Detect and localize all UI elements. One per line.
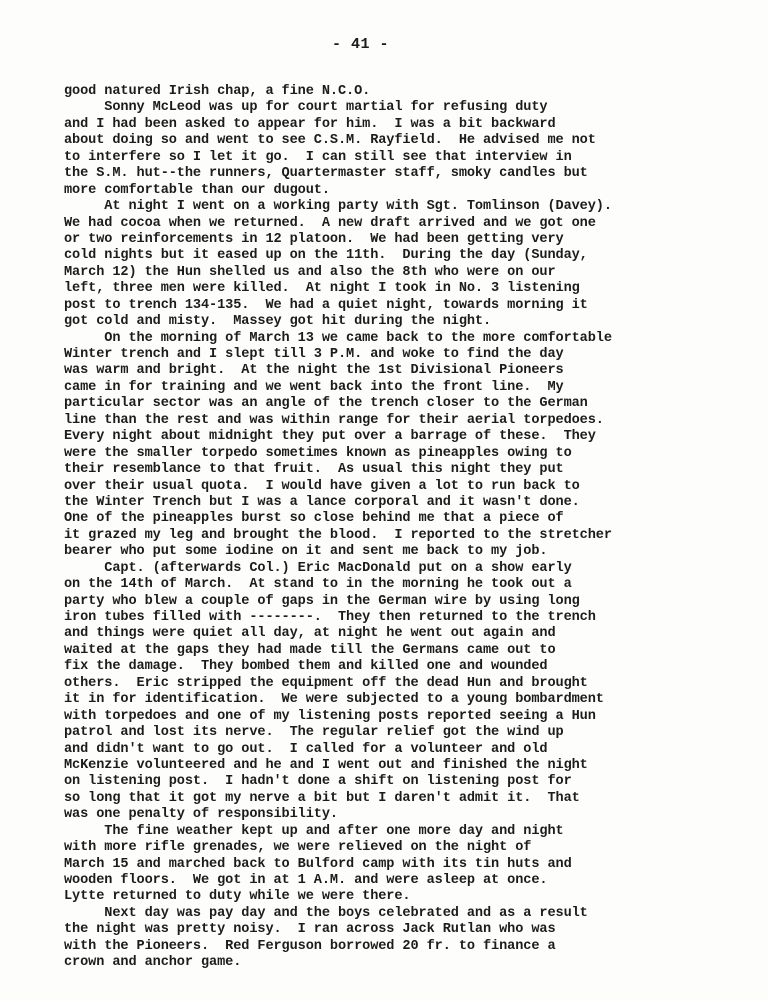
- text-line: McKenzie volunteered and he and I went out and finished the night: [64, 757, 588, 773]
- text-line: got cold and misty. Massey got hit during the night.: [64, 314, 492, 330]
- text-line: and things were quiet all day, at night he went out again and: [64, 626, 556, 642]
- text-line: left, three men were killed. At night I took in No. 3 listening: [64, 281, 580, 297]
- text-line: Sonny McLeod was up for court martial for refusing duty: [64, 100, 548, 116]
- text-line: on the 14th of March. At stand to in the morning he took out a: [64, 577, 572, 593]
- text-line: wooden floors. We got in at 1 A.M. and were asleep at once.: [64, 873, 548, 888]
- text-line: it grazed my leg and brought the blood. I reported to the stretcher: [64, 527, 612, 543]
- text-line: Next day was pay day and the boys celebrated and as a result: [64, 905, 588, 921]
- text-line: to interfere so I let it go. I can still see that interview in: [64, 149, 572, 165]
- text-line: Winter trench and I slept till 3 P.M. and woke to find the day: [64, 347, 564, 362]
- text-line: line than the rest and was within range for their aerial torpedoes.: [64, 412, 604, 428]
- text-line: good natured Irish chap, a fine N.C.O.: [64, 84, 371, 99]
- text-line: crown and anchor game.: [64, 955, 242, 971]
- text-line: or two reinforcements in 12 platoon. We had been getting very: [64, 231, 564, 247]
- text-line: waited at the gaps they had made till the Germans came out to: [64, 642, 556, 658]
- text-line: so long that it got my nerve a bit but I daren't admit it. That: [64, 790, 580, 806]
- text-line: came in for training and we went back into the front line. My: [64, 379, 564, 395]
- text-line: with more rifle grenades, we were relieved on the night of: [64, 840, 532, 856]
- text-line: iron tubes filled with --------. They then returned to the trench: [64, 610, 596, 625]
- text-line: it in for identification. We were subjected to a young bombardment: [64, 692, 604, 708]
- text-line: post to trench 134-135. We had a quiet night, towards morning it: [64, 297, 588, 313]
- text-line: Every night about midnight they put over a barrage of these. They: [64, 429, 596, 445]
- typewritten-text-body: [64, 84, 704, 972]
- text-line: March 12) the Hun shelled us and also the 8th who were on our: [64, 264, 556, 280]
- text-line: was one penalty of responsibility.: [64, 807, 338, 823]
- text-line: the night was pretty noisy. I ran across Jack Rutlan who was: [64, 922, 556, 938]
- text-line: Capt. (afterwards Col.) Eric MacDonald put on a show early: [64, 560, 572, 576]
- text-line: bearer who put some iodine on it and sent me back to my job.: [64, 544, 548, 560]
- text-line: One of the pineapples burst so close behind me that a piece of: [64, 511, 564, 527]
- text-line: and I had been asked to appear for him. I was a bit backward: [64, 116, 556, 132]
- text-line: more comfortable than our dugout.: [64, 182, 330, 198]
- text-line: fix the damage. They bombed them and killed one and wounded: [64, 659, 548, 675]
- text-line: Lytte returned to duty while we were there.: [64, 889, 411, 905]
- text-line: on listening post. I hadn't done a shift on listening post for: [64, 774, 572, 790]
- text-line: others. Eric stripped the equipment off the dead Hun and brought: [64, 675, 588, 691]
- text-line: the S.M. hut--the runners, Quartermaster staff, smoky candles but: [64, 166, 588, 182]
- text-line: over their usual quota. I would have given a lot to run back to: [64, 478, 580, 494]
- text-line: patrol and lost its nerve. The regular relief got the wind up: [64, 725, 564, 741]
- text-line: At night I went on a working party with Sgt. Tomlinson (Davey).: [64, 199, 612, 215]
- text-line: We had cocoa when we returned. A new draft arrived and we got one: [64, 215, 596, 231]
- text-line: and didn't want to go out. I called for a volunteer and old: [64, 741, 548, 757]
- text-line: with torpedoes and one of my listening posts reported seeing a Hun: [64, 708, 596, 724]
- text-line: the Winter Trench but I was a lance corporal and it wasn't done.: [64, 494, 580, 510]
- text-line: their resemblance to that fruit. As usual this night they put: [64, 462, 564, 478]
- text-line: about doing so and went to see C.S.M. Rayfield. He advised me not: [64, 133, 596, 149]
- text-line: The fine weather kept up and after one more day and night: [64, 823, 564, 839]
- text-line: cold nights but it eased up on the 11th. During the day (Sunday,: [64, 248, 588, 264]
- text-line: was warm and bright. At the night the 1st Divisional Pioneers: [64, 363, 564, 379]
- text-line: party who blew a couple of gaps in the German wire by using long: [64, 593, 580, 609]
- text-line: particular sector was an angle of the trench closer to the German: [64, 396, 588, 412]
- text-line: with the Pioneers. Red Ferguson borrowed 20 fr. to finance a: [64, 938, 556, 954]
- text-line: March 15 and marched back to Bulford camp with its tin huts and: [64, 856, 572, 872]
- text-line: were the smaller torpedo sometimes known as pineapples owing to: [64, 445, 572, 461]
- page-number: - 41 -: [332, 36, 390, 53]
- text-line: On the morning of March 13 we came back to the more comfortable: [64, 330, 612, 346]
